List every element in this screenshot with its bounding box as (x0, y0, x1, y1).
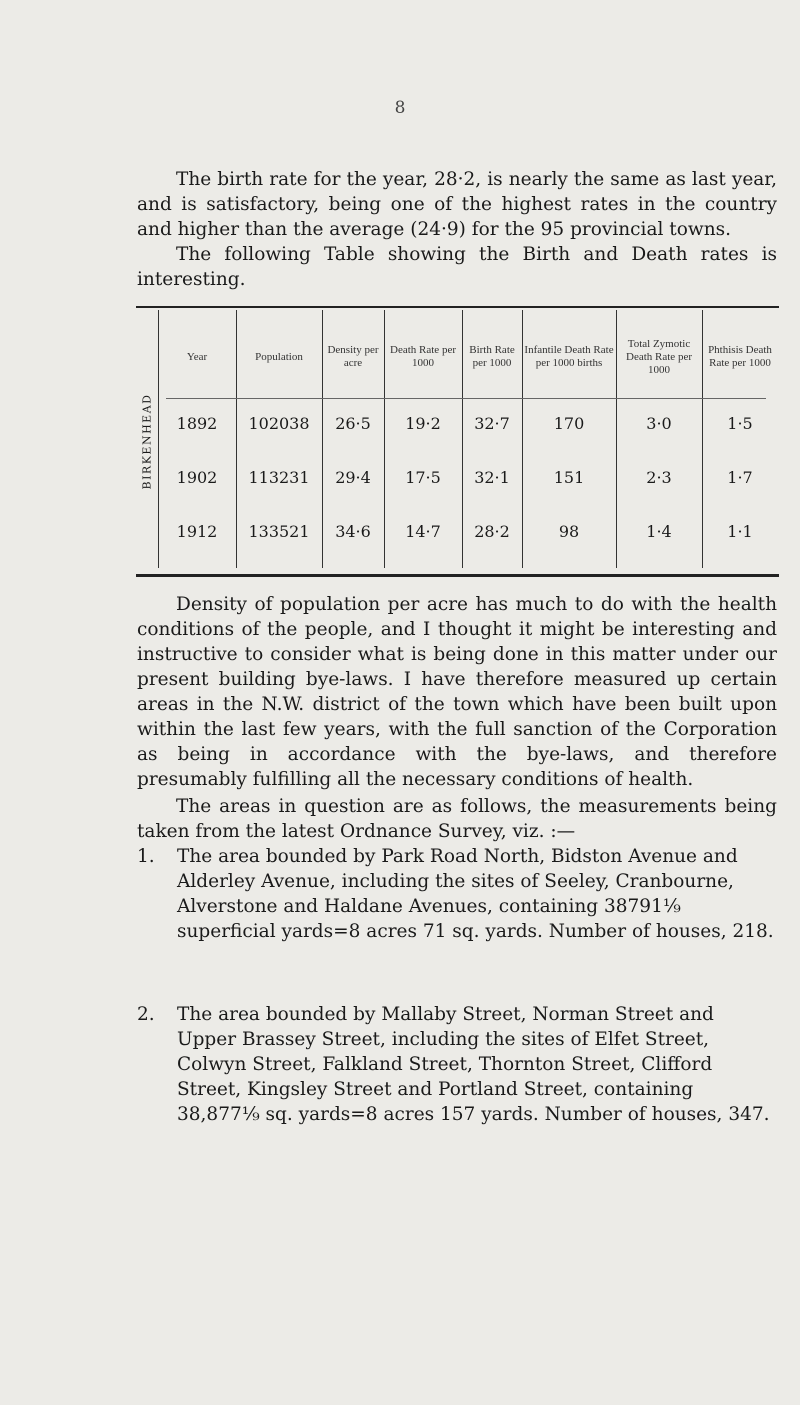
cell-death-rate: 14·7 (405, 522, 441, 541)
paragraph-density: Density of population per acre has much to do with the health conditions of the people, and I thought it might be interesting and instructive to consider what is being done in this matter under our present building bye-laws. I have therefore measured up certain areas in the N.W. district of the town which have been built upon within the last few years, with the full sanction of the Corporation as being in accordance with the bye-laws, and therefore presumably fulfilling all the necessary conditions of health. (137, 594, 777, 790)
cell-zymotic-rate: 1·4 (646, 522, 672, 541)
cell-density: 26·5 (335, 414, 371, 433)
cell-infantile-rate: 98 (558, 522, 580, 541)
cell-year: 1912 (176, 522, 218, 541)
header-phthisis-death-rate: Phthisis Death Rate per 1000 (708, 344, 772, 369)
list-item-number: 1. (137, 846, 155, 867)
header-zymotic-death-rate: Total Zymotic Death Rate per 1000 (626, 337, 692, 376)
paragraph-areas-intro: The areas in question are as follows, the measurements being taken from the latest Ordnance Survey, viz. :— (137, 796, 777, 842)
cell-birth-rate: 28·2 (474, 522, 510, 541)
cell-infantile-rate: 151 (553, 468, 585, 487)
cell-phthisis-rate: 1·1 (727, 522, 753, 541)
page-number: 8 (394, 98, 406, 118)
cell-phthisis-rate: 1·5 (727, 414, 753, 433)
cell-year: 1892 (176, 414, 218, 433)
header-death-rate: Death Rate per 1000 (390, 344, 456, 369)
cell-infantile-rate: 170 (553, 414, 585, 433)
cell-zymotic-rate: 3·0 (646, 414, 672, 433)
rates-table (136, 306, 779, 577)
cell-density: 34·6 (335, 522, 371, 541)
list-item (137, 1002, 777, 1127)
paragraph-table-intro: The following Table showing the Birth and Death rates is interesting. (137, 244, 777, 290)
header-year: Year (186, 350, 208, 363)
cell-phthisis-rate: 1·7 (727, 468, 753, 487)
header-population: Population (255, 350, 303, 363)
header-rule (166, 398, 766, 399)
paragraph-birth-rate: The birth rate for the year, 28·2, is nearly the same as last year, and is satisfactory, being one of the highest rates in the country and higher than the average (24·9) for the 95 provincial towns. (137, 169, 777, 240)
list-item (137, 844, 777, 944)
cell-population: 113231 (248, 468, 310, 487)
cell-birth-rate: 32·1 (474, 468, 510, 487)
cell-year: 1902 (176, 468, 218, 487)
cell-population: 102038 (248, 414, 310, 433)
table-side-label: BIRKENHEAD (140, 393, 154, 489)
cell-population: 133521 (248, 522, 310, 541)
list-item-text: The area bounded by Mallaby Street, Norman Street and Upper Brassey Street, including the sites of Elfet Street, Colwyn Street, Falkland Street, Thornton Street, Clifford Street, Kingsley Street and Portland Street, containing 38,877⅑ sq. yards=8 acres 157 yards. Number of houses, 347. (177, 1004, 770, 1125)
cell-birth-rate: 32·7 (474, 414, 510, 433)
list-item-text: The area bounded by Park Road North, Bidston Avenue and Alderley Avenue, including the sites of Seeley, Cranbourne, Alverstone and Haldane Avenues, containing 38791⅑ superficial yards=8 acres 71 sq. yards. Number of houses, 218. (177, 846, 774, 942)
cell-density: 29·4 (335, 468, 371, 487)
cell-death-rate: 19·2 (405, 414, 441, 433)
list-item-number: 2. (137, 1004, 155, 1025)
header-birth-rate: Birth Rate per 1000 (469, 344, 515, 369)
header-density: Density per acre (327, 344, 379, 369)
header-infantile-death-rate: Infantile Death Rate per 1000 births (524, 344, 614, 369)
cell-zymotic-rate: 2·3 (646, 468, 672, 487)
cell-death-rate: 17·5 (405, 468, 441, 487)
